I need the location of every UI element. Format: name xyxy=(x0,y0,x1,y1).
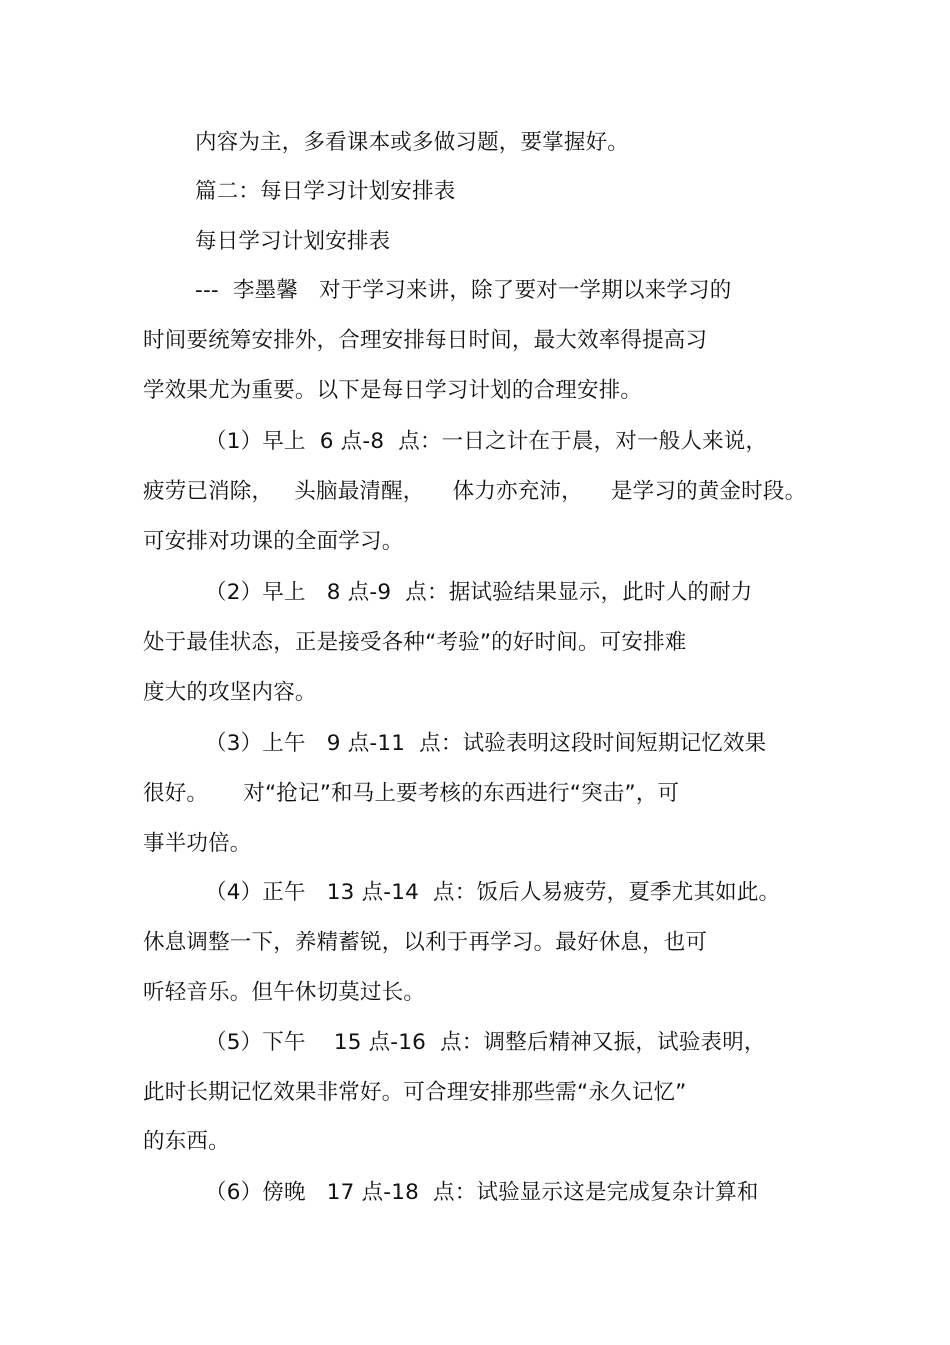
item-4-line: （4）正午 13 点-14 点：饭后人易疲劳，夏季尤其如此。 xyxy=(205,880,781,905)
text-line: 内容为主，多看课本或多做习题，要掌握好。 xyxy=(195,130,630,155)
item-5-line: （5）下午 15 点-16 点：调整后精神又振，试验表明， xyxy=(205,1030,766,1055)
item-6-line: （6）傍晚 17 点-18 点：试验显示这是完成复杂计算和 xyxy=(205,1180,759,1205)
text-line: 听轻音乐。但午休切莫过长。 xyxy=(143,980,426,1005)
text-line: 很好。 对“抢记”和马上要考核的东西进行“突击”，可 xyxy=(143,781,680,806)
document-title: 每日学习计划安排表 xyxy=(195,229,391,254)
text-line: 休息调整一下，养精蓄锐，以利于再学习。最好休息，也可 xyxy=(143,930,708,955)
text-line: 疲劳已消除， 头脑最清醒， 体力亦充沛， 是学习的黄金时段。 xyxy=(143,479,807,504)
item-3-line: （3）上午 9 点-11 点：试验表明这段时间短期记忆效果 xyxy=(205,731,767,756)
text-line: 处于最佳状态，正是接受各种“考验”的好时间。可安排难 xyxy=(143,630,687,655)
section-heading: 篇二：每日学习计划安排表 xyxy=(195,179,456,204)
author-line: --- 李墨馨 对于学习来讲，除了要对一学期以来学习的 xyxy=(195,278,732,303)
text-line: 学效果尤为重要。以下是每日学习计划的合理安排。 xyxy=(143,378,643,403)
item-2-line: （2）早上 8 点-9 点：据试验结果显示，此时人的耐力 xyxy=(205,580,753,605)
text-line: 此时长期记忆效果非常好。可合理安排那些需“永久记忆” xyxy=(143,1080,687,1105)
text-line: 事半功倍。 xyxy=(143,831,252,856)
text-line: 时间要统筹安排外，合理安排每日时间，最大效率得提高习 xyxy=(143,328,708,353)
text-line: 可安排对功课的全面学习。 xyxy=(143,529,404,554)
text-line: 的东西。 xyxy=(143,1129,230,1154)
item-1-line: （1）早上 6 点-8 点：一日之计在于晨，对一般人来说， xyxy=(205,429,768,454)
text-line: 度大的攻坚内容。 xyxy=(143,680,317,705)
